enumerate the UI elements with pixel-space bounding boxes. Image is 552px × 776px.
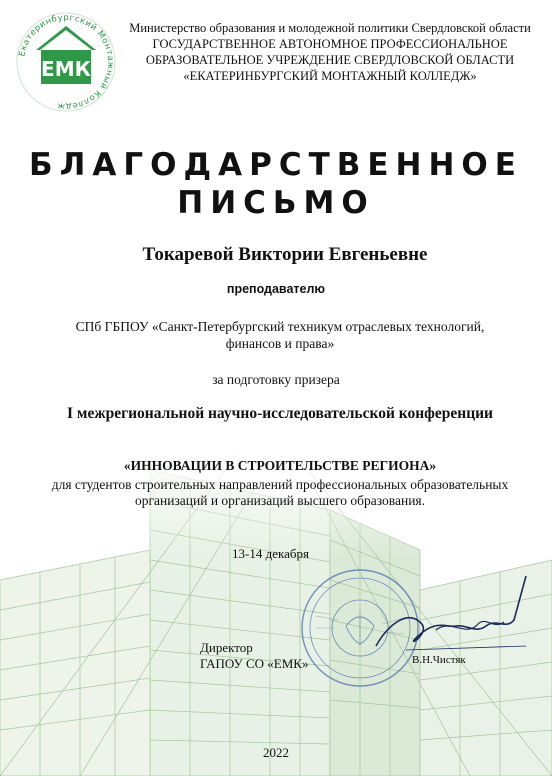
conference-title: I межрегиональной научно-исследовательской конференции — [67, 405, 493, 422]
title-line-2: ПИСЬМО — [177, 185, 375, 221]
director-signature — [366, 568, 536, 668]
svg-text:Екатеринбургский Монтажный Кол: Екатеринбургский Монтажный Колледж — [16, 11, 117, 113]
org-line-1: ГОСУДАРСТВЕННОЕ АВТОНОМНОЕ ПРОФЕССИОНАЛЬНОЕ — [152, 37, 508, 51]
director-block — [200, 640, 308, 672]
svg-text:ЕМК: ЕМК — [41, 57, 91, 81]
conference-description: для студентов строительных направлений профессиональных образовательных организаций и организаций высшего образования. — [51, 477, 509, 508]
director-name: В.Н.Чистяк — [412, 654, 466, 666]
college-logo — [14, 10, 118, 114]
event-dates: 13-14 декабря — [232, 546, 309, 561]
document-year: 2022 — [263, 745, 289, 760]
recipient-name: Токаревой Виктории Евгеньевне — [142, 244, 428, 265]
org-line-2: ОБРАЗОВАТЕЛЬНОЕ УЧРЕЖДЕНИЕ СВЕРДЛОВСКОЙ ОБЛАСТИ — [145, 53, 515, 67]
org-line-3: «ЕКАТЕРИНБУРГСКИЙ МОНТАЖНЫЙ КОЛЛЕДЖ» — [183, 69, 477, 83]
director-title: Директор — [200, 640, 253, 655]
recipient-position: преподавателю — [226, 282, 326, 296]
ministry-name: Министерство образования и молодежной политики Свердловской области — [129, 21, 531, 35]
award-reason: за подготовку призера — [212, 372, 340, 387]
header-block — [120, 20, 540, 84]
document-title — [0, 146, 552, 222]
title-line-1: БЛАГОДАРСТВЕННОЕ — [29, 147, 523, 183]
recipient-institution: СПб ГБПОУ «Санкт-Петербургский техникум отраслевых технологий, финансов и права» — [75, 319, 485, 351]
conference-name: «ИННОВАЦИИ В СТРОИТЕЛЬСТВЕ РЕГИОНА» — [123, 458, 437, 473]
director-org: ГАПОУ СО «ЕМК» — [200, 656, 309, 671]
